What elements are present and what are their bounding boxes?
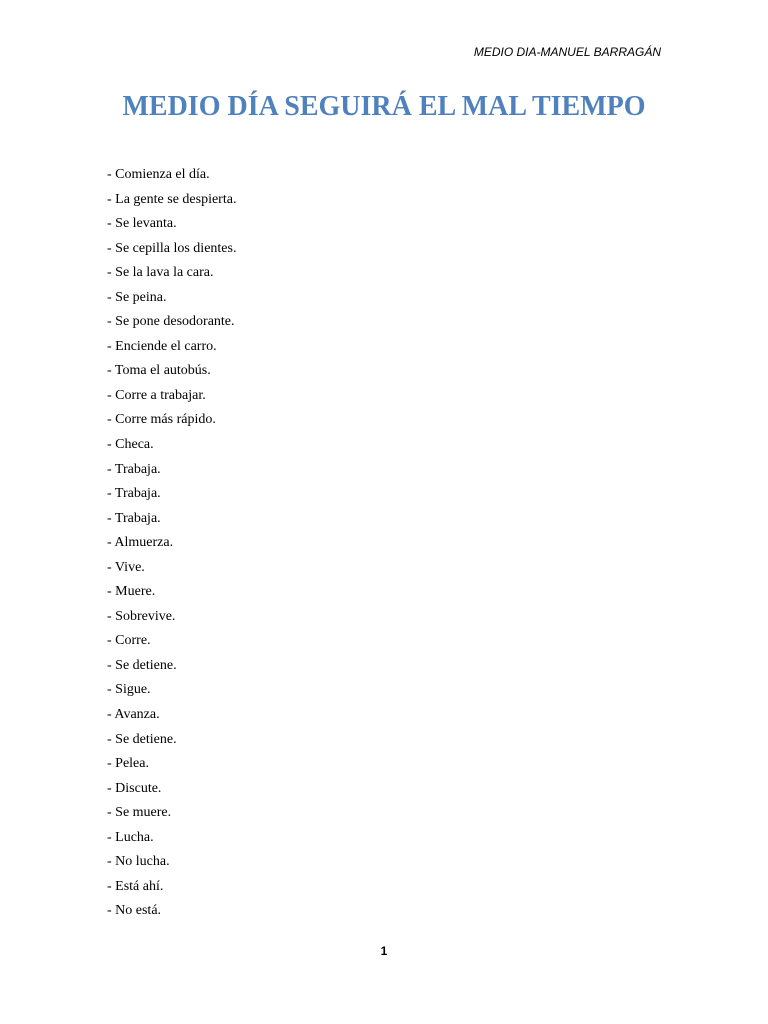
- poem-line: - Enciende el carro.: [107, 338, 217, 354]
- poem-line: - Corre.: [107, 633, 151, 649]
- poem-line: - Se la lava la cara.: [107, 265, 214, 281]
- poem-line: - Checa.: [107, 437, 154, 453]
- poem-line: - Trabaja.: [107, 510, 161, 526]
- poem-line: - Sigue.: [107, 682, 151, 698]
- poem-line: - Discute.: [107, 780, 162, 796]
- poem-line: - Se pone desodorante.: [107, 314, 235, 330]
- poem-line: - Muere.: [107, 584, 156, 600]
- poem-line: - Vive.: [107, 559, 145, 575]
- poem-line: - Se levanta.: [107, 216, 177, 232]
- poem-line: - Trabaja.: [107, 461, 161, 477]
- poem-line: - Se detiene.: [107, 731, 177, 747]
- poem-line: - No está.: [107, 903, 162, 919]
- poem-line: - Se cepilla los dientes.: [107, 240, 237, 256]
- page-number: 1: [380, 944, 388, 958]
- poem-line: - La gente se despierta.: [107, 191, 237, 207]
- poem-line: - Pelea.: [107, 756, 149, 772]
- poem-line: - Corre más rápido.: [107, 412, 216, 428]
- document-title: MEDIO DÍA SEGUIRÁ EL MAL TIEMPO: [122, 91, 646, 122]
- running-header: MEDIO DIA-MANUEL BARRAGÁN: [473, 45, 661, 59]
- poem-line: - Avanza.: [107, 707, 160, 723]
- poem-line: - Sobrevive.: [107, 608, 176, 624]
- poem-line: - Trabaja.: [107, 486, 161, 502]
- poem-line: - Está ahí.: [107, 878, 164, 894]
- poem-lines: [107, 163, 236, 924]
- poem-line: - Se peina.: [107, 289, 167, 305]
- poem-line: - Se detiene.: [107, 657, 177, 673]
- poem-line: - No lucha.: [107, 854, 170, 870]
- poem-line: - Comienza el día.: [107, 167, 210, 182]
- poem-line: - Lucha.: [107, 829, 154, 845]
- poem-line: - Almuerza.: [107, 535, 174, 551]
- poem-line: - Corre a trabajar.: [107, 387, 206, 403]
- poem-line: - Se muere.: [107, 805, 172, 821]
- poem-line: - Toma el autobús.: [107, 363, 211, 379]
